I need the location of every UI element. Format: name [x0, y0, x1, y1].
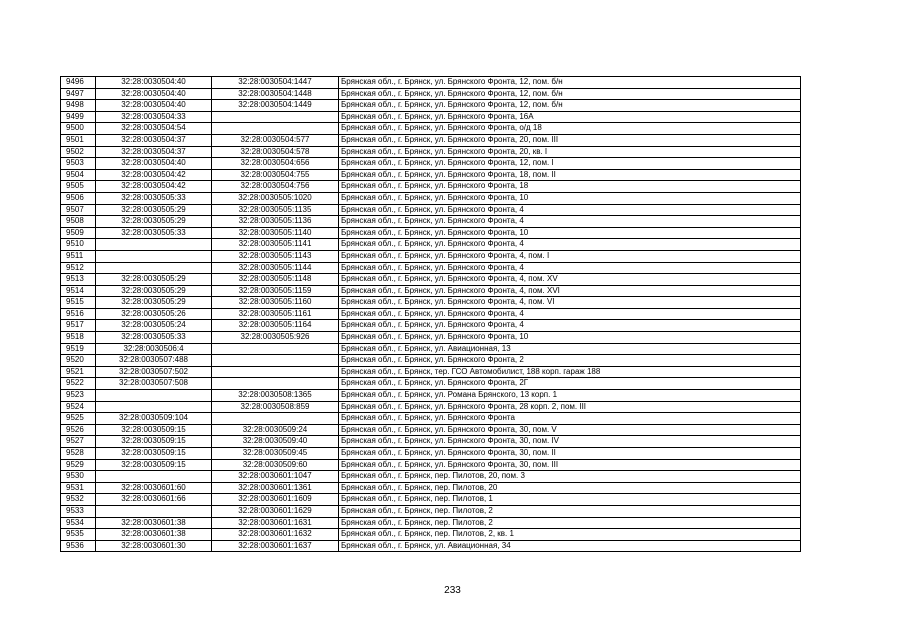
- row-number-cell: 9522: [61, 378, 96, 390]
- table-row: [61, 308, 801, 320]
- table-row: [61, 262, 801, 274]
- land-cadastral-number-cell: 32:28:0030505:29: [96, 297, 212, 309]
- land-cadastral-number-cell: 32:28:0030509:15: [96, 448, 212, 460]
- row-number-cell: 9516: [61, 308, 96, 320]
- address-cell: Брянская обл., г. Брянск, ул. Авиационная, 34: [339, 540, 801, 552]
- table-row: [61, 448, 801, 460]
- address-cell: Брянская обл., г. Брянск, ул. Брянского Фронта, 4, пом. VI: [339, 297, 801, 309]
- row-number-cell: 9529: [61, 459, 96, 471]
- table-row: [61, 216, 801, 228]
- address-cell: Брянская обл., г. Брянск, ул. Брянского Фронта, 12, пом. I: [339, 158, 801, 170]
- row-number-cell: 9526: [61, 424, 96, 436]
- address-cell: Брянская обл., г. Брянск, ул. Брянского Фронта, 4: [339, 320, 801, 332]
- row-number-cell: 9536: [61, 540, 96, 552]
- land-cadastral-number-cell: 32:28:0030509:15: [96, 436, 212, 448]
- registry-table: [60, 76, 801, 552]
- row-number-cell: 9501: [61, 134, 96, 146]
- building-cadastral-number-cell: 32:28:0030509:60: [212, 459, 339, 471]
- address-cell: Брянская обл., г. Брянск, ул. Брянского Фронта, 4, пом. XVI: [339, 285, 801, 297]
- land-cadastral-number-cell: 32:28:0030601:38: [96, 517, 212, 529]
- table-row: [61, 88, 801, 100]
- address-cell: Брянская обл., г. Брянск, ул. Брянского Фронта, 20, пом. III: [339, 134, 801, 146]
- table-row: [61, 100, 801, 112]
- registry-table-body: [61, 77, 801, 552]
- address-cell: Брянская обл., г. Брянск, ул. Брянского Фронта, 30, пом. IV: [339, 436, 801, 448]
- address-cell: Брянская обл., г. Брянск, пер. Пилотов, 20, пом. 3: [339, 471, 801, 483]
- land-cadastral-number-cell: 32:28:0030505:29: [96, 274, 212, 286]
- table-row: [61, 250, 801, 262]
- address-cell: Брянская обл., г. Брянск, ул. Брянского Фронта: [339, 413, 801, 425]
- building-cadastral-number-cell: 32:28:0030504:755: [212, 169, 339, 181]
- row-number-cell: 9525: [61, 413, 96, 425]
- address-cell: Брянская обл., г. Брянск, ул. Брянского Фронта, 28 корп. 2, пом. III: [339, 401, 801, 413]
- address-cell: Брянская обл., г. Брянск, тер. ГСО Автомобилист, 188 корп. гараж 188: [339, 366, 801, 378]
- land-cadastral-number-cell: [96, 250, 212, 262]
- table-row: [61, 134, 801, 146]
- row-number-cell: 9507: [61, 204, 96, 216]
- land-cadastral-number-cell: [96, 262, 212, 274]
- table-row: [61, 146, 801, 158]
- address-cell: Брянская обл., г. Брянск, ул. Романа Брянского, 13 корп. 1: [339, 390, 801, 402]
- table-row: [61, 355, 801, 367]
- row-number-cell: 9505: [61, 181, 96, 193]
- row-number-cell: 9520: [61, 355, 96, 367]
- land-cadastral-number-cell: 32:28:0030504:40: [96, 77, 212, 89]
- address-cell: Брянская обл., г. Брянск, пер. Пилотов, 2: [339, 505, 801, 517]
- building-cadastral-number-cell: 32:28:0030508:859: [212, 401, 339, 413]
- land-cadastral-number-cell: 32:28:0030505:33: [96, 227, 212, 239]
- table-row: [61, 274, 801, 286]
- row-number-cell: 9518: [61, 332, 96, 344]
- address-cell: Брянская обл., г. Брянск, ул. Брянского Фронта, 4: [339, 308, 801, 320]
- land-cadastral-number-cell: 32:28:0030509:104: [96, 413, 212, 425]
- table-row: [61, 378, 801, 390]
- row-number-cell: 9515: [61, 297, 96, 309]
- address-cell: Брянская обл., г. Брянск, ул. Брянского Фронта, 12, пом. б/н: [339, 100, 801, 112]
- address-cell: Брянская обл., г. Брянск, ул. Брянского Фронта, 30, пом. V: [339, 424, 801, 436]
- building-cadastral-number-cell: 32:28:0030601:1631: [212, 517, 339, 529]
- land-cadastral-number-cell: 32:28:0030504:40: [96, 88, 212, 100]
- land-cadastral-number-cell: 32:28:0030507:488: [96, 355, 212, 367]
- address-cell: Брянская обл., г. Брянск, ул. Брянского Фронта, 16А: [339, 111, 801, 123]
- address-cell: Брянская обл., г. Брянск, ул. Брянского Фронта, 10: [339, 332, 801, 344]
- land-cadastral-number-cell: 32:28:0030504:40: [96, 100, 212, 112]
- land-cadastral-number-cell: 32:28:0030504:42: [96, 169, 212, 181]
- land-cadastral-number-cell: 32:28:0030505:29: [96, 204, 212, 216]
- land-cadastral-number-cell: 32:28:0030505:29: [96, 216, 212, 228]
- row-number-cell: 9519: [61, 343, 96, 355]
- row-number-cell: 9511: [61, 250, 96, 262]
- address-cell: Брянская обл., г. Брянск, ул. Брянского Фронта, 4: [339, 239, 801, 251]
- page-number: 233: [444, 585, 461, 596]
- building-cadastral-number-cell: 32:28:0030504:1448: [212, 88, 339, 100]
- table-row: [61, 540, 801, 552]
- building-cadastral-number-cell: 32:28:0030505:1160: [212, 297, 339, 309]
- land-cadastral-number-cell: 32:28:0030504:37: [96, 134, 212, 146]
- row-number-cell: 9503: [61, 158, 96, 170]
- building-cadastral-number-cell: [212, 366, 339, 378]
- building-cadastral-number-cell: [212, 123, 339, 135]
- land-cadastral-number-cell: 32:28:0030601:38: [96, 529, 212, 541]
- row-number-cell: 9496: [61, 77, 96, 89]
- land-cadastral-number-cell: 32:28:0030504:42: [96, 181, 212, 193]
- table-row: [61, 123, 801, 135]
- row-number-cell: 9504: [61, 169, 96, 181]
- land-cadastral-number-cell: 32:28:0030601:60: [96, 482, 212, 494]
- address-cell: Брянская обл., г. Брянск, ул. Брянского Фронта, 10: [339, 227, 801, 239]
- table-row: [61, 413, 801, 425]
- address-cell: Брянская обл., г. Брянск, пер. Пилотов, 2, кв. 1: [339, 529, 801, 541]
- building-cadastral-number-cell: 32:28:0030505:1143: [212, 250, 339, 262]
- address-cell: Брянская обл., г. Брянск, ул. Брянского Фронта, 12, пом. б/н: [339, 77, 801, 89]
- table-row: [61, 471, 801, 483]
- address-cell: Брянская обл., г. Брянск, ул. Брянского Фронта, 18: [339, 181, 801, 193]
- land-cadastral-number-cell: 32:28:0030505:33: [96, 332, 212, 344]
- building-cadastral-number-cell: 32:28:0030505:1140: [212, 227, 339, 239]
- table-row: [61, 239, 801, 251]
- row-number-cell: 9510: [61, 239, 96, 251]
- building-cadastral-number-cell: 32:28:0030505:1141: [212, 239, 339, 251]
- land-cadastral-number-cell: 32:28:0030504:54: [96, 123, 212, 135]
- row-number-cell: 9523: [61, 390, 96, 402]
- land-cadastral-number-cell: 32:28:0030504:40: [96, 158, 212, 170]
- row-number-cell: 9517: [61, 320, 96, 332]
- land-cadastral-number-cell: [96, 471, 212, 483]
- row-number-cell: 9532: [61, 494, 96, 506]
- building-cadastral-number-cell: 32:28:0030601:1629: [212, 505, 339, 517]
- table-row: [61, 517, 801, 529]
- table-row: [61, 366, 801, 378]
- address-cell: Брянская обл., г. Брянск, ул. Брянского Фронта, 2: [339, 355, 801, 367]
- building-cadastral-number-cell: 32:28:0030505:1159: [212, 285, 339, 297]
- land-cadastral-number-cell: 32:28:0030601:66: [96, 494, 212, 506]
- table-row: [61, 181, 801, 193]
- building-cadastral-number-cell: 32:28:0030504:656: [212, 158, 339, 170]
- address-cell: Брянская обл., г. Брянск, ул. Авиационная, 13: [339, 343, 801, 355]
- building-cadastral-number-cell: 32:28:0030601:1047: [212, 471, 339, 483]
- land-cadastral-number-cell: 32:28:0030504:33: [96, 111, 212, 123]
- building-cadastral-number-cell: 32:28:0030601:1637: [212, 540, 339, 552]
- building-cadastral-number-cell: 32:28:0030601:1609: [212, 494, 339, 506]
- land-cadastral-number-cell: 32:28:0030504:37: [96, 146, 212, 158]
- row-number-cell: 9498: [61, 100, 96, 112]
- building-cadastral-number-cell: 32:28:0030504:577: [212, 134, 339, 146]
- table-row: [61, 436, 801, 448]
- land-cadastral-number-cell: 32:28:0030507:508: [96, 378, 212, 390]
- row-number-cell: 9530: [61, 471, 96, 483]
- table-row: [61, 204, 801, 216]
- address-cell: Брянская обл., г. Брянск, ул. Брянского Фронта, 4, пом. XV: [339, 274, 801, 286]
- land-cadastral-number-cell: [96, 239, 212, 251]
- land-cadastral-number-cell: 32:28:0030505:26: [96, 308, 212, 320]
- land-cadastral-number-cell: 32:28:0030509:15: [96, 424, 212, 436]
- land-cadastral-number-cell: 32:28:0030506:4: [96, 343, 212, 355]
- table-row: [61, 505, 801, 517]
- row-number-cell: 9500: [61, 123, 96, 135]
- address-cell: Брянская обл., г. Брянск, ул. Брянского Фронта, 20, кв. I: [339, 146, 801, 158]
- row-number-cell: 9513: [61, 274, 96, 286]
- address-cell: Брянская обл., г. Брянск, ул. Брянского Фронта, 30, пом. III: [339, 459, 801, 471]
- land-cadastral-number-cell: 32:28:0030601:30: [96, 540, 212, 552]
- land-cadastral-number-cell: 32:28:0030507:502: [96, 366, 212, 378]
- row-number-cell: 9499: [61, 111, 96, 123]
- building-cadastral-number-cell: 32:28:0030508:1365: [212, 390, 339, 402]
- row-number-cell: 9535: [61, 529, 96, 541]
- land-cadastral-number-cell: 32:28:0030509:15: [96, 459, 212, 471]
- table-row: [61, 529, 801, 541]
- building-cadastral-number-cell: 32:28:0030505:926: [212, 332, 339, 344]
- building-cadastral-number-cell: [212, 378, 339, 390]
- building-cadastral-number-cell: [212, 355, 339, 367]
- building-cadastral-number-cell: 32:28:0030504:1449: [212, 100, 339, 112]
- table-row: [61, 158, 801, 170]
- table-row: [61, 285, 801, 297]
- land-cadastral-number-cell: 32:28:0030505:33: [96, 192, 212, 204]
- address-cell: Брянская обл., г. Брянск, ул. Брянского Фронта, 4: [339, 216, 801, 228]
- building-cadastral-number-cell: 32:28:0030505:1148: [212, 274, 339, 286]
- land-cadastral-number-cell: 32:28:0030505:24: [96, 320, 212, 332]
- table-row: [61, 343, 801, 355]
- building-cadastral-number-cell: 32:28:0030601:1632: [212, 529, 339, 541]
- table-row: [61, 482, 801, 494]
- table-row: [61, 332, 801, 344]
- building-cadastral-number-cell: 32:28:0030504:578: [212, 146, 339, 158]
- table-row: [61, 320, 801, 332]
- building-cadastral-number-cell: 32:28:0030504:1447: [212, 77, 339, 89]
- table-row: [61, 111, 801, 123]
- table-row: [61, 297, 801, 309]
- row-number-cell: 9524: [61, 401, 96, 413]
- building-cadastral-number-cell: 32:28:0030505:1020: [212, 192, 339, 204]
- address-cell: Брянская обл., г. Брянск, ул. Брянского Фронта, 18, пом. II: [339, 169, 801, 181]
- row-number-cell: 9497: [61, 88, 96, 100]
- table-row: [61, 494, 801, 506]
- land-cadastral-number-cell: [96, 401, 212, 413]
- table-row: [61, 192, 801, 204]
- building-cadastral-number-cell: 32:28:0030505:1164: [212, 320, 339, 332]
- building-cadastral-number-cell: 32:28:0030505:1161: [212, 308, 339, 320]
- land-cadastral-number-cell: 32:28:0030505:29: [96, 285, 212, 297]
- table-row: [61, 459, 801, 471]
- address-cell: Брянская обл., г. Брянск, ул. Брянского Фронта, 2Г: [339, 378, 801, 390]
- row-number-cell: 9521: [61, 366, 96, 378]
- address-cell: Брянская обл., г. Брянск, пер. Пилотов, 20: [339, 482, 801, 494]
- land-cadastral-number-cell: [96, 505, 212, 517]
- row-number-cell: 9528: [61, 448, 96, 460]
- building-cadastral-number-cell: 32:28:0030601:1361: [212, 482, 339, 494]
- row-number-cell: 9502: [61, 146, 96, 158]
- building-cadastral-number-cell: 32:28:0030505:1136: [212, 216, 339, 228]
- building-cadastral-number-cell: 32:28:0030509:40: [212, 436, 339, 448]
- row-number-cell: 9531: [61, 482, 96, 494]
- building-cadastral-number-cell: 32:28:0030505:1144: [212, 262, 339, 274]
- table-row: [61, 77, 801, 89]
- address-cell: Брянская обл., г. Брянск, ул. Брянского Фронта, 4: [339, 204, 801, 216]
- row-number-cell: 9534: [61, 517, 96, 529]
- address-cell: Брянская обл., г. Брянск, пер. Пилотов, 1: [339, 494, 801, 506]
- building-cadastral-number-cell: [212, 343, 339, 355]
- building-cadastral-number-cell: 32:28:0030505:1135: [212, 204, 339, 216]
- address-cell: Брянская обл., г. Брянск, пер. Пилотов, 2: [339, 517, 801, 529]
- building-cadastral-number-cell: 32:28:0030509:24: [212, 424, 339, 436]
- address-cell: Брянская обл., г. Брянск, ул. Брянского Фронта, 10: [339, 192, 801, 204]
- table-row: [61, 227, 801, 239]
- row-number-cell: 9514: [61, 285, 96, 297]
- row-number-cell: 9509: [61, 227, 96, 239]
- address-cell: Брянская обл., г. Брянск, ул. Брянского Фронта, 4, пом. I: [339, 250, 801, 262]
- row-number-cell: 9533: [61, 505, 96, 517]
- row-number-cell: 9512: [61, 262, 96, 274]
- building-cadastral-number-cell: 32:28:0030504:756: [212, 181, 339, 193]
- address-cell: Брянская обл., г. Брянск, ул. Брянского Фронта, 30, пом. II: [339, 448, 801, 460]
- table-row: [61, 169, 801, 181]
- row-number-cell: 9506: [61, 192, 96, 204]
- building-cadastral-number-cell: [212, 111, 339, 123]
- land-cadastral-number-cell: [96, 390, 212, 402]
- building-cadastral-number-cell: [212, 413, 339, 425]
- address-cell: Брянская обл., г. Брянск, ул. Брянского Фронта, 4: [339, 262, 801, 274]
- table-row: [61, 390, 801, 402]
- table-row: [61, 401, 801, 413]
- address-cell: Брянская обл., г. Брянск, ул. Брянского Фронта, 12, пом. б/н: [339, 88, 801, 100]
- building-cadastral-number-cell: 32:28:0030509:45: [212, 448, 339, 460]
- table-row: [61, 424, 801, 436]
- row-number-cell: 9508: [61, 216, 96, 228]
- row-number-cell: 9527: [61, 436, 96, 448]
- address-cell: Брянская обл., г. Брянск, ул. Брянского Фронта, о/д 18: [339, 123, 801, 135]
